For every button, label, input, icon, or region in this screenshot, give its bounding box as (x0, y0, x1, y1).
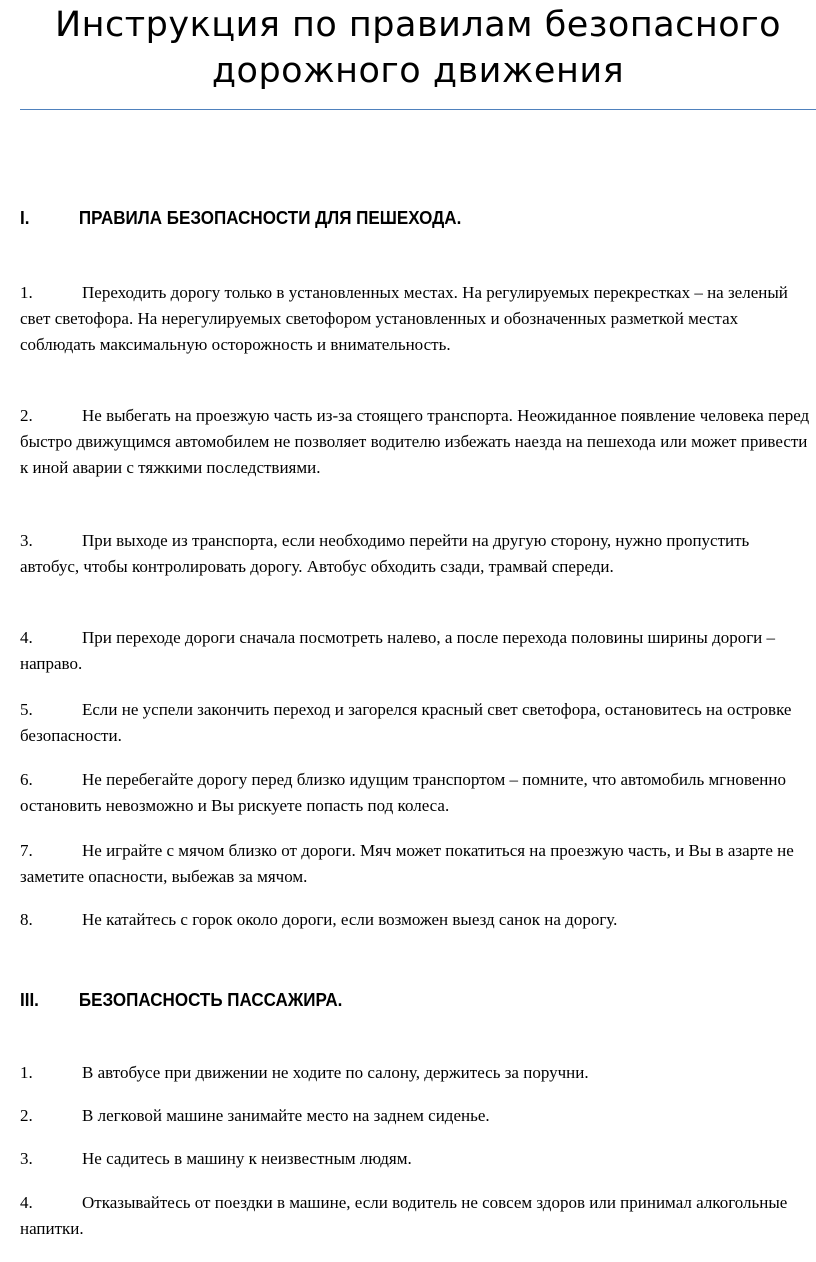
list-item-text: В автобусе при движении не ходите по салону, держитесь за поручни. (82, 1063, 589, 1082)
list-item-number: 8. (20, 910, 33, 929)
list-item-text: В легковой машине занимайте место на заднем сиденье. (82, 1106, 490, 1125)
list-item-number: 2. (20, 406, 33, 425)
list-item (20, 403, 810, 481)
list-item (20, 625, 810, 677)
list-item (20, 280, 810, 358)
list-item (20, 1190, 810, 1242)
list-item (20, 907, 810, 933)
list-item-number: 6. (20, 770, 33, 789)
list-item-number: 2. (20, 1106, 33, 1125)
list-item (20, 1060, 810, 1086)
list-item-text: Не садитесь в машину к неизвестным людям. (82, 1149, 412, 1168)
list-item-number: 1. (20, 1063, 33, 1082)
list-item-text: Не перебегайте дорогу перед близко идущим транспортом – помните, что автомобиль мгновенно остановить невозможно и Вы рискуете попасть под колеса. (20, 770, 786, 815)
list-item-text: Отказывайтесь от поездки в машине, если водитель не совсем здоров или принимал алкогольные напитки. (20, 1193, 788, 1238)
document-title-line-2: дорожного движения (211, 51, 625, 91)
list-item-number: 3. (20, 1149, 33, 1168)
section-heading-text: БЕЗОПАСНОСТЬ ПАССАЖИРА. (78, 989, 343, 1010)
list-item (20, 767, 810, 819)
document-title (20, 2, 816, 94)
list-item (20, 838, 810, 890)
list-item-text: Если не успели закончить переход и загорелся красный свет светофора, остановитесь на островке безопасности. (20, 700, 792, 745)
list-item (20, 1146, 810, 1172)
section-heading-text: ПРАВИЛА БЕЗОПАСНОСТИ ДЛЯ ПЕШЕХОДА. (78, 207, 462, 228)
list-item-number: 4. (20, 628, 33, 647)
section-number: III. (20, 989, 39, 1010)
list-item-number: 7. (20, 841, 33, 860)
title-divider (20, 109, 816, 110)
section-heading-pedestrian (20, 206, 747, 230)
list-item-text: Переходить дорогу только в установленных местах. На регулируемых перекрестках – на зеленый свет светофора. На нерегулируемых светофором установленных и обозначенных разметкой местах соблюдать максимальную осторожность и внимательность. (20, 283, 788, 354)
section-heading-passenger (20, 988, 747, 1012)
section-number: I. (20, 207, 30, 228)
list-item-text: Не выбегать на проезжую часть из-за стоящего транспорта. Неожиданное появление человека перед быстро движущимся автомобилем не позволяет водителю избежать наезда на пешехода или может привести к иной аварии с тяжкими последствиями. (20, 406, 810, 477)
list-item-number: 4. (20, 1193, 33, 1212)
list-item-text: При выходе из транспорта, если необходимо перейти на другую сторону, нужно пропустить автобус, чтобы контролировать дорогу. Автобус обходить сзади, трамвай спереди. (20, 531, 750, 576)
list-item (20, 1103, 810, 1129)
list-item (20, 697, 810, 749)
document-title-line-1: Инструкция по правилам безопасного (54, 5, 782, 45)
list-item-number: 1. (20, 283, 33, 302)
list-item-number: 3. (20, 531, 33, 550)
list-item-text: При переходе дороги сначала посмотреть налево, а после перехода половины ширины дороги – направо. (20, 628, 776, 673)
list-item-text: Не катайтесь с горок около дороги, если возможен выезд санок на дорогу. (82, 910, 618, 929)
list-item-text: Не играйте с мячом близко от дороги. Мяч может покатиться на проезжую часть, и Вы в азарте не заметите опасности, выбежав за мячом. (20, 841, 794, 886)
list-item-number: 5. (20, 700, 33, 719)
list-item (20, 528, 810, 580)
